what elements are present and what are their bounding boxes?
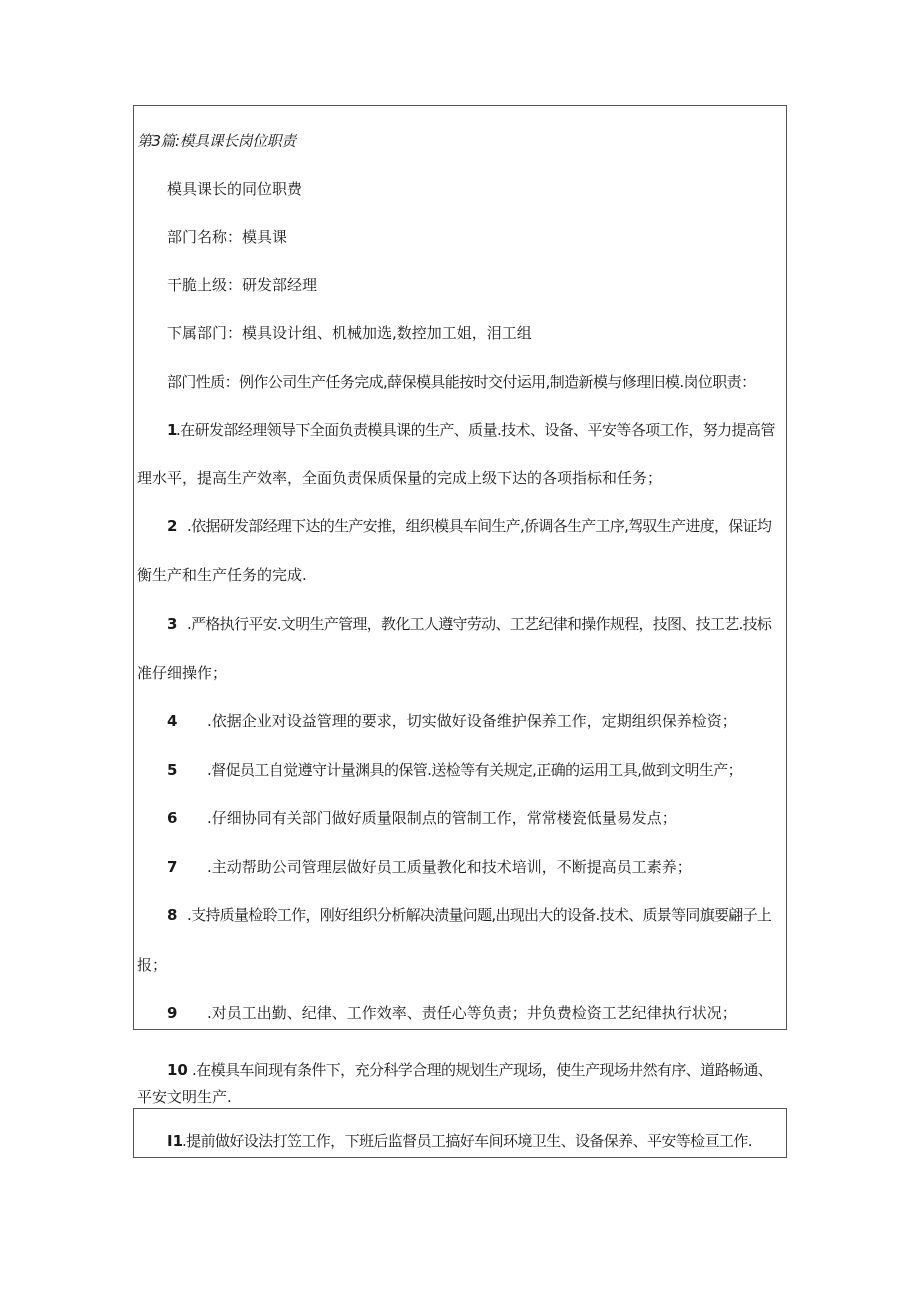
- item-text: .支持质量检聆工作，刚好组织分析解决渍量问题,出现出大的设备.技术、质景等同旗要翩子上: [187, 906, 772, 924]
- subtitle: 模具课长的同位职费: [167, 180, 303, 198]
- item-text-cont: 理水平，提高生产效率，全面负责保质保量的完成上级下达的各项指标和任务；: [137, 469, 663, 487]
- dept-name: 部门名称：模具课: [167, 228, 288, 246]
- item-text: .仔细协同有关部门做好质量限制点的管制工作，常常楼瓷低量易发点；: [207, 809, 677, 827]
- item-text: .提前做好设法打笠工作，下班后监督员工搞好车间环境卫生、设备保养、平安等检亘工作.: [182, 1132, 752, 1150]
- item-number: 7: [167, 858, 178, 876]
- item-text-cont: 平安文明生产.: [137, 1088, 232, 1106]
- item-text-cont: 报；: [137, 956, 168, 974]
- item-text: .督促员工自觉遵守计量渊具的保管.送检等有关规定,正确的运用工具,做到文明生产；: [207, 761, 743, 779]
- item-text: .依据企业对设益管理的要求，切实做好设备维护保养工作，定期组织保养检资；: [207, 712, 737, 730]
- item-number: 4: [167, 712, 178, 730]
- item-number: 5: [167, 761, 178, 779]
- item-text: .对员工出勤、纪律、工作效率、责任心等负责；井负费检资工艺纪律执行状况；: [207, 1004, 737, 1022]
- item-number: 1: [167, 421, 178, 439]
- item-text-cont: 衡生产和生产任务的完成.: [137, 566, 307, 584]
- item-text: .在研发部经理领导下全面负责模具课的生产、质量.技术、设备、平安等各项工作，努力提高管: [176, 421, 775, 439]
- item-text: .主动帮助公司管理层做好员工质量教化和技术培训，不断提高员工素养；: [207, 858, 692, 876]
- item-number: 8: [167, 906, 178, 924]
- item-text-cont: 准仔细操作；: [137, 664, 228, 682]
- item-number: 6: [167, 809, 178, 827]
- item-text: .严格执行平安.文明生产管理，教化工人遵守劳动、工艺纪律和操作规程，技图、技工艺.技标: [187, 615, 772, 633]
- item-number: 3: [167, 615, 178, 633]
- superior: 干脆上级：研发部经理: [167, 276, 318, 294]
- dept-nature: 部门性质：例作公司生产任务完成,薛保模具能按时交付运用,制造新模与修理旧模.岗位职责：: [167, 373, 756, 391]
- item-text: .依据研发部经理下达的生产安推，组织模具车间生产,侨调各生产工序,驾驭生产进度，保证均: [187, 517, 772, 535]
- item-number: 2: [167, 517, 178, 535]
- document-title: 第3篇:模具课长岗位职责: [137, 132, 296, 150]
- item-text: .在模具车间现有条件下，充分科学合理的规划生产现场，使生产现场井然有序、道路畅通、: [192, 1061, 773, 1079]
- item-number: 10: [167, 1061, 188, 1079]
- subordinates: 下属部门：模具设计组、机械加选,数控加工姐，泪工组: [167, 324, 532, 342]
- item-number: 9: [167, 1004, 178, 1022]
- item-number: I1: [167, 1132, 184, 1150]
